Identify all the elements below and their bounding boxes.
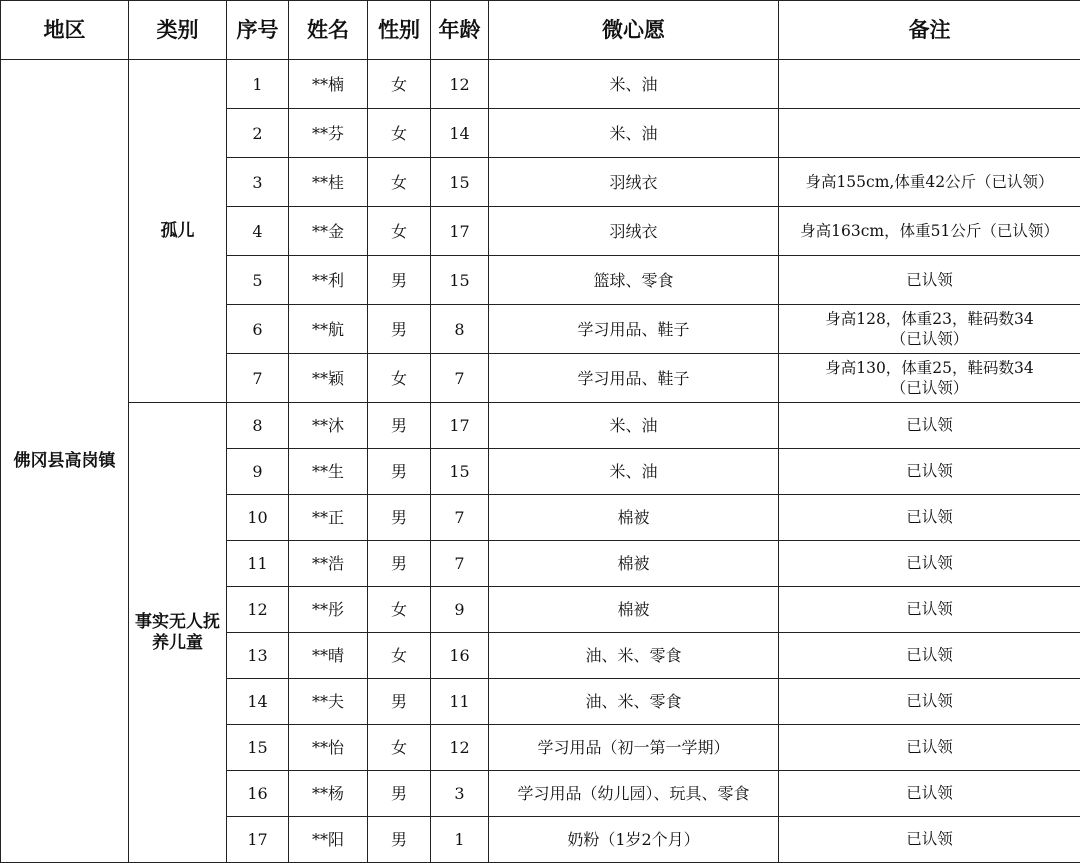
header-name: 姓名 xyxy=(289,1,368,60)
cell-name: **楠 xyxy=(289,60,368,109)
cell-number: 9 xyxy=(227,449,289,495)
cell-gender: 女 xyxy=(368,354,431,403)
cell-wish: 油、米、零食 xyxy=(489,679,779,725)
cell-note: 已认领 xyxy=(779,495,1080,541)
cell-note: 已认领 xyxy=(779,403,1080,449)
region-cell: 佛冈县高岗镇 xyxy=(1,60,129,863)
cell-name: **晴 xyxy=(289,633,368,679)
category-cell-unsupported: 事实无人抚养儿童 xyxy=(129,403,227,863)
cell-name: **夫 xyxy=(289,679,368,725)
cell-number: 10 xyxy=(227,495,289,541)
cell-wish: 棉被 xyxy=(489,587,779,633)
cell-age: 7 xyxy=(431,541,489,587)
cell-wish: 篮球、零食 xyxy=(489,256,779,305)
cell-number: 14 xyxy=(227,679,289,725)
cell-name: **沐 xyxy=(289,403,368,449)
cell-number: 11 xyxy=(227,541,289,587)
cell-name: **杨 xyxy=(289,771,368,817)
cell-gender: 女 xyxy=(368,587,431,633)
cell-wish: 奶粉（1岁2个月） xyxy=(489,817,779,863)
cell-age: 15 xyxy=(431,158,489,207)
header-region: 地区 xyxy=(1,1,129,60)
cell-note: 已认领 xyxy=(779,541,1080,587)
cell-gender: 女 xyxy=(368,633,431,679)
cell-number: 3 xyxy=(227,158,289,207)
header-age: 年龄 xyxy=(431,1,489,60)
cell-gender: 女 xyxy=(368,158,431,207)
cell-number: 13 xyxy=(227,633,289,679)
note-line-1: 身高130，体重25，鞋码数34 xyxy=(781,358,1078,378)
cell-gender: 男 xyxy=(368,771,431,817)
cell-age: 3 xyxy=(431,771,489,817)
cell-name: **正 xyxy=(289,495,368,541)
cell-name: **桂 xyxy=(289,158,368,207)
cell-name: **航 xyxy=(289,305,368,354)
cell-gender: 男 xyxy=(368,403,431,449)
cell-name: **浩 xyxy=(289,541,368,587)
cell-age: 7 xyxy=(431,495,489,541)
cell-number: 17 xyxy=(227,817,289,863)
cell-note: 已认领 xyxy=(779,449,1080,495)
cell-note: 已认领 xyxy=(779,256,1080,305)
cell-number: 6 xyxy=(227,305,289,354)
cell-gender: 女 xyxy=(368,60,431,109)
category-cell-orphan: 孤儿 xyxy=(129,60,227,403)
cell-number: 2 xyxy=(227,109,289,158)
cell-gender: 男 xyxy=(368,679,431,725)
cell-note xyxy=(779,109,1080,158)
cell-number: 4 xyxy=(227,207,289,256)
cell-wish: 羽绒衣 xyxy=(489,207,779,256)
cell-number: 8 xyxy=(227,403,289,449)
header-category: 类别 xyxy=(129,1,227,60)
cell-age: 17 xyxy=(431,403,489,449)
cell-age: 11 xyxy=(431,679,489,725)
cell-age: 12 xyxy=(431,60,489,109)
cell-note: 身高155cm,体重42公斤（已认领） xyxy=(779,158,1080,207)
cell-gender: 女 xyxy=(368,109,431,158)
cell-note: 身高163cm，体重51公斤（已认领） xyxy=(779,207,1080,256)
cell-gender: 男 xyxy=(368,541,431,587)
cell-gender: 男 xyxy=(368,305,431,354)
cell-gender: 男 xyxy=(368,817,431,863)
cell-note: 已认领 xyxy=(779,725,1080,771)
cell-gender: 男 xyxy=(368,256,431,305)
cell-number: 12 xyxy=(227,587,289,633)
cell-wish: 米、油 xyxy=(489,449,779,495)
cell-wish: 米、油 xyxy=(489,109,779,158)
cell-name: **芬 xyxy=(289,109,368,158)
cell-note: 已认领 xyxy=(779,633,1080,679)
cell-wish: 米、油 xyxy=(489,60,779,109)
cell-age: 16 xyxy=(431,633,489,679)
cell-age: 8 xyxy=(431,305,489,354)
cell-number: 5 xyxy=(227,256,289,305)
header-number: 序号 xyxy=(227,1,289,60)
cell-gender: 男 xyxy=(368,495,431,541)
note-line-2: （已认领） xyxy=(781,329,1078,349)
cell-note: 已认领 xyxy=(779,679,1080,725)
cell-wish: 学习用品、鞋子 xyxy=(489,354,779,403)
cell-number: 16 xyxy=(227,771,289,817)
cell-note: 已认领 xyxy=(779,771,1080,817)
header-wish: 微心愿 xyxy=(489,1,779,60)
cell-name: **颖 xyxy=(289,354,368,403)
header-gender: 性别 xyxy=(368,1,431,60)
cell-note xyxy=(779,60,1080,109)
cell-age: 1 xyxy=(431,817,489,863)
cell-age: 9 xyxy=(431,587,489,633)
cell-age: 15 xyxy=(431,256,489,305)
cell-gender: 男 xyxy=(368,449,431,495)
cell-note: 已认领 xyxy=(779,817,1080,863)
cell-number: 15 xyxy=(227,725,289,771)
cell-wish: 羽绒衣 xyxy=(489,158,779,207)
header-row xyxy=(1,1,1080,60)
cell-age: 17 xyxy=(431,207,489,256)
header-note: 备注 xyxy=(779,1,1080,60)
cell-wish: 米、油 xyxy=(489,403,779,449)
cell-age: 12 xyxy=(431,725,489,771)
cell-age: 14 xyxy=(431,109,489,158)
cell-age: 7 xyxy=(431,354,489,403)
cell-name: **金 xyxy=(289,207,368,256)
cell-age: 15 xyxy=(431,449,489,495)
cell-note: 已认领 xyxy=(779,587,1080,633)
cell-wish: 油、米、零食 xyxy=(489,633,779,679)
table-row xyxy=(1,403,1080,449)
cell-number: 1 xyxy=(227,60,289,109)
cell-gender: 女 xyxy=(368,207,431,256)
cell-wish: 学习用品、鞋子 xyxy=(489,305,779,354)
cell-wish: 学习用品（初一第一学期） xyxy=(489,725,779,771)
cell-wish: 学习用品（幼儿园）、玩具、零食 xyxy=(489,771,779,817)
note-line-1: 身高128，体重23，鞋码数34 xyxy=(781,309,1078,329)
cell-name: **怡 xyxy=(289,725,368,771)
cell-number: 7 xyxy=(227,354,289,403)
cell-name: **彤 xyxy=(289,587,368,633)
cell-note xyxy=(779,305,1080,354)
cell-name: **阳 xyxy=(289,817,368,863)
table-row xyxy=(1,60,1080,109)
cell-name: **生 xyxy=(289,449,368,495)
cell-name: **利 xyxy=(289,256,368,305)
cell-wish: 棉被 xyxy=(489,495,779,541)
cell-wish: 棉被 xyxy=(489,541,779,587)
cell-gender: 女 xyxy=(368,725,431,771)
cell-note xyxy=(779,354,1080,403)
note-line-2: （已认领） xyxy=(781,378,1078,398)
